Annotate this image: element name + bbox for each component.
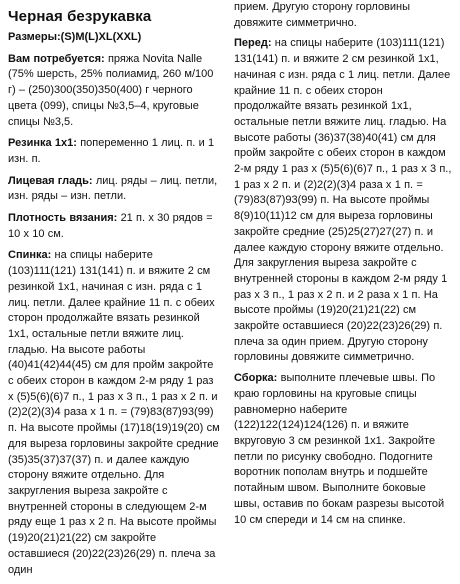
back-paragraph bbox=[8, 248, 220, 578]
assembly-paragraph bbox=[234, 371, 452, 528]
left-column bbox=[8, 0, 220, 584]
sizes-paragraph bbox=[8, 30, 220, 46]
front-text: на спицы наберите (103)111(121) 131(141) п. и вяжите 2 см резинкой 1х1, начиная с изн. ряда с 1 лиц. петли. Далее крайние 11 п. с обеих сторон продолжайте вязать резинкой 1х1, остальные петли вяжите лиц. гладью. На высоте работы (36)37(38)40(41) см для пройм закройте с обеих сторон в каждом 2-м ряду 1 раз х (5)5(6)(6)7 п., 1 раз х 3 п., 1 раз х 2 п. и (2)2(2)(3)4 раза х 1 п. = (79)83(87)93(99) п. На высоте проймы 8(9)10(11)12 см для выреза горловины закройте средние (25)25(27)27(27) п. и далее каждую сторону вяжите отдельно. Для закругления выреза закройте с внутренней стороны в каждом 2-м ряду 1 раз х 3 п., 1 раз х 2 п. и 2 раза х 1 п. На высоте проймы (19)20(21)21(22) см закройте оставшиеся (20)22(23)26(29) п. плеча за один прием. Другую сторону горловины довяжите симметрично. bbox=[234, 37, 452, 364]
rib-heading: Резинка 1х1: bbox=[8, 137, 77, 150]
assembly-text: выполните плечевые швы. По краю горловины на круговые спицы равномерно наберите (122)122(124)124(126) п. и вяжите вкруговую 3 см резинкой 1х1. Закройте петли по рисунку свободно. Подогните воротник пополам внутрь и подшейте потайным швом. Выполните боковые швы, оставив по бокам разрезы высотой 10 см спереди и 14 см на спинке. bbox=[234, 372, 445, 526]
article-title: Черная безрукавка bbox=[8, 8, 152, 25]
materials-text: пряжа Novita Nalle (75% шерсть, 25% полиамид, 260 м/100 г) – (250)300(350)350(400) г черного цвета (099), спицы №3,5–4, круговые спицы №3,5. bbox=[8, 52, 214, 128]
rib-paragraph bbox=[8, 136, 220, 167]
gauge-heading: Плотность вязания: bbox=[8, 212, 118, 225]
stockinette-heading: Лицевая гладь: bbox=[8, 174, 93, 187]
front-paragraph bbox=[234, 36, 452, 366]
back-continuation: прием. Другую сторону горловины довяжите симметрично. bbox=[234, 1, 411, 29]
assembly-heading: Сборка: bbox=[234, 372, 278, 385]
stockinette-paragraph bbox=[8, 174, 220, 205]
gauge-text: 21 п. х 30 рядов = 10 х 10 см. bbox=[8, 212, 213, 240]
rib-text: попеременно 1 лиц. п. и 1 изн. п. bbox=[8, 137, 215, 165]
sizes-heading: Размеры: bbox=[8, 31, 61, 43]
materials-heading: Вам потребуется: bbox=[8, 52, 105, 65]
right-column bbox=[234, 0, 452, 533]
stockinette-text: лиц. ряды – лиц. петли, изн. ряды – изн. петли. bbox=[8, 174, 218, 203]
gauge-paragraph bbox=[8, 211, 220, 242]
sizes-text: (S)M(L)XL(XXL) bbox=[60, 31, 142, 43]
front-heading: Перед: bbox=[234, 37, 272, 50]
back-heading: Спинка: bbox=[8, 249, 52, 262]
back-text: на спицы наберите (103)111(121) 131(141) п. и вяжите 2 см резинкой 1х1, начиная с изн. ряда с 1 лиц. петли. Далее крайние 11 п. с обеих сторон продолжайте вязать резинкой 1х1, остальные петли вяжите лиц. гладью. На высоте работы (40)41(42)44(45) см для пройм закройте с обеих сторон в каждом 2-м ряду 1 раз х (5)5(6)(6)7 п., 1 раз х 3 п., 1 раз х 2 п. и (2)2(2)(3)4 раза х 1 п. = (79)83(87)93(99) п. На высоте проймы (17)18(19)19(20) см для выреза горловины закройте средние (35)35(37)37(37) п. и далее каждую сторону вяжите отдельно. Для закругления выреза закройте с внутренней стороны в следующем 2-м ряду еще 1 раз х 2 п. На высоте проймы (19)20(21)21(22) см закройте оставшиеся (20)22(23)26(29) п. плеча за один bbox=[8, 249, 220, 576]
materials-paragraph bbox=[8, 52, 220, 131]
